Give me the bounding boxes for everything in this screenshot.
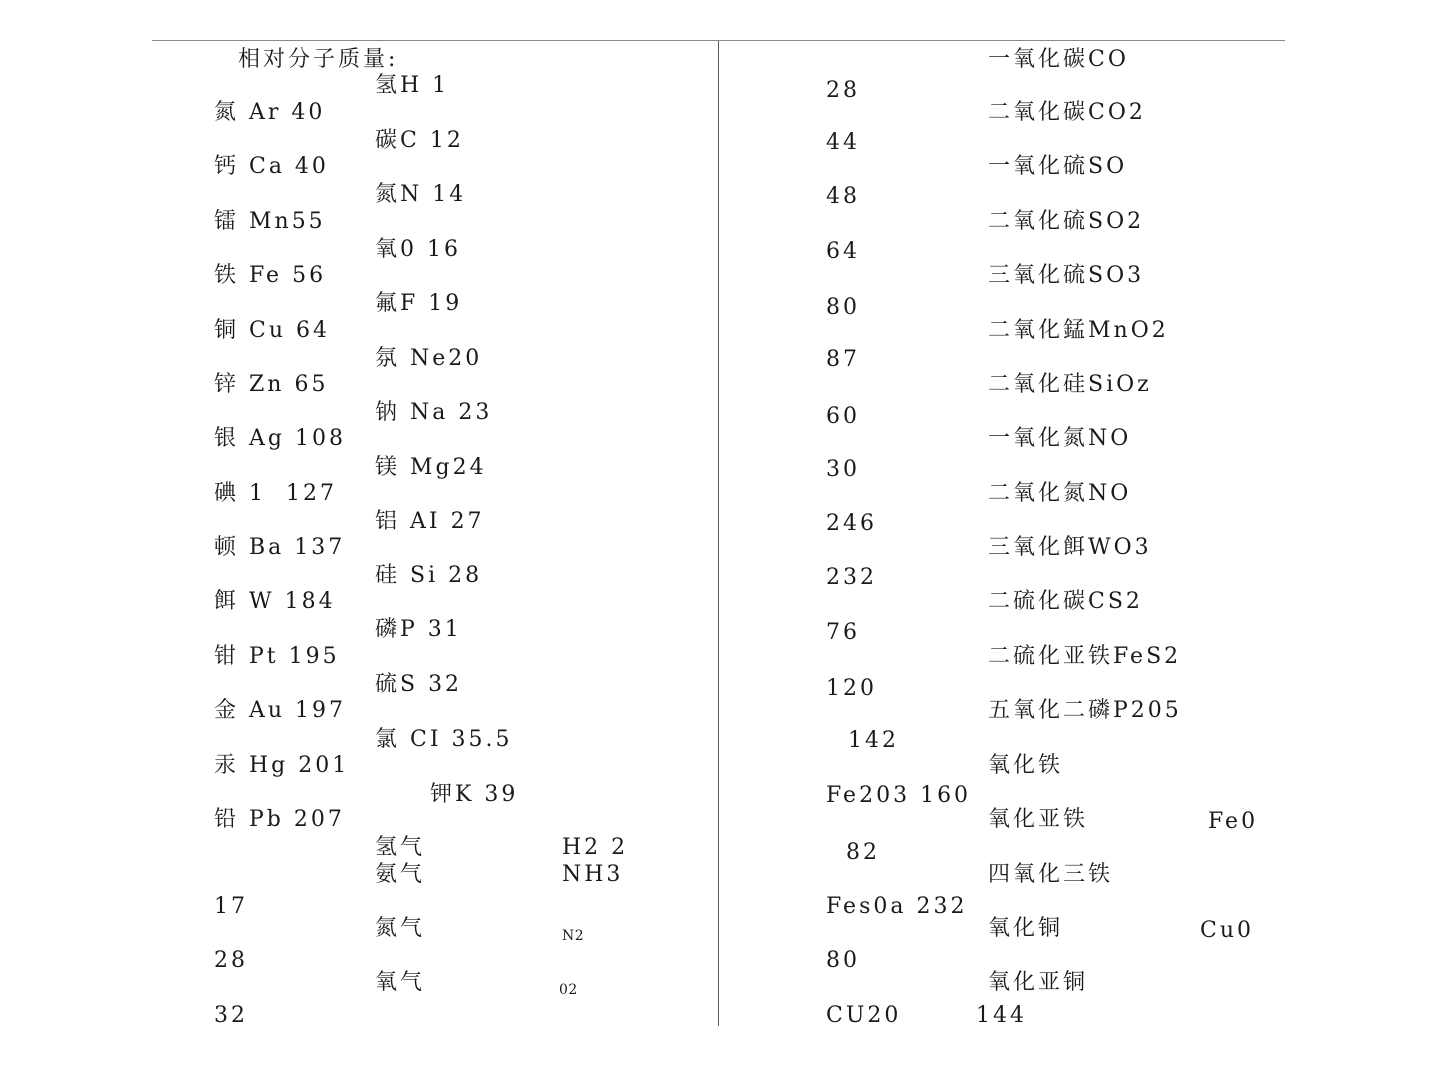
left-row: 银 Ag 108 [214, 426, 346, 451]
gas-value: 28 [214, 948, 248, 973]
compound-name: 四氧化三铁 [988, 862, 1114, 887]
compound-name: 二氧化氮NO [988, 481, 1132, 506]
gas-formula: N2 [562, 928, 585, 944]
gas-formula: H2 2 [562, 835, 629, 860]
compound-value: 64 [826, 239, 860, 264]
left-row: 钳 Pt 195 [214, 644, 340, 669]
left-row: 硅 Si 28 [375, 563, 483, 588]
left-row: 铝 AI 27 [375, 509, 485, 534]
compound-value: 60 [826, 404, 860, 429]
left-row: 碘 1 127 [214, 481, 337, 506]
compound-name: 二氧化硫SO2 [988, 209, 1145, 234]
gas-value: 17 [214, 894, 248, 919]
compound-value: 144 [976, 1003, 1027, 1028]
gas-formula: NH3 [562, 862, 624, 887]
compound-value: 142 [848, 728, 899, 753]
left-row: 钙 Ca 40 [214, 154, 329, 179]
left-row: 硫S 32 [375, 672, 463, 697]
left-row: 钠 Na 23 [375, 400, 493, 425]
left-row: 镁 Mg24 [375, 455, 487, 480]
gas-name: 氧气 [375, 970, 426, 995]
compound-name: 氧化亚铁 [988, 807, 1089, 832]
left-row: 碳C 12 [375, 128, 464, 153]
gas-name: 氢气 [375, 835, 426, 860]
compound-value: 80 [826, 948, 860, 973]
compound-name: 一氧化氮NO [988, 426, 1132, 451]
compound-value: 232 [826, 565, 877, 590]
compound-name: 二氧化錳MnO2 [988, 318, 1169, 343]
gas-value: 32 [214, 1003, 248, 1028]
page-title: 相对分子质量: [238, 47, 399, 72]
compound-name: 氧化亚铜 [988, 970, 1089, 995]
compound-name: 氧化铜 [988, 916, 1064, 941]
left-row: 铁 Fe 56 [214, 263, 327, 288]
left-row: 汞 Hg 201 [214, 753, 350, 778]
left-row: 铅 Pb 207 [214, 807, 345, 832]
column-divider [718, 41, 719, 1026]
compound-formula: Fe0 [1208, 809, 1259, 834]
compound-value: 80 [826, 295, 860, 320]
left-row: 氮N 14 [375, 182, 467, 207]
compound-formula: Cu0 [1200, 918, 1254, 943]
compound-name: 一氧化硫SO [988, 154, 1128, 179]
compound-name: 二氧化碳CO2 [988, 100, 1146, 125]
compound-value: 28 [826, 78, 860, 103]
left-row: 锌 Zn 65 [214, 372, 329, 397]
compound-name: 一氧化碳CO [988, 47, 1129, 72]
left-row: 氮 Ar 40 [214, 100, 326, 125]
left-row: 氯 CI 35.5 [375, 727, 513, 752]
left-row: 氟F 19 [375, 291, 463, 316]
left-row: 顿 Ba 137 [214, 535, 346, 560]
compound-value: 48 [826, 184, 860, 209]
compound-value: 82 [846, 840, 880, 865]
compound-name: 氧化铁 [988, 753, 1064, 778]
compound-name: 二硫化亚铁FeS2 [988, 644, 1182, 669]
left-row: 铜 Cu 64 [214, 318, 330, 343]
left-row: 金 Au 197 [214, 698, 347, 723]
gas-name: 氮气 [375, 916, 426, 941]
compound-value: 120 [826, 676, 877, 701]
gas-name: 氨气 [375, 862, 426, 887]
left-row: 镭 Mn55 [214, 209, 326, 234]
compound-formula: CU20 [826, 1003, 902, 1028]
left-row: 餌 W 184 [214, 589, 336, 614]
left-row: 氢H 1 [375, 73, 450, 98]
left-row: 磷P 31 [375, 617, 462, 642]
left-row: 钾K 39 [430, 782, 519, 807]
compound-value: Fes0a 232 [826, 894, 968, 919]
compound-name: 二氧化硅SiOz [988, 372, 1152, 397]
left-row: 氧0 16 [375, 237, 461, 262]
compound-name: 三氧化硫SO3 [988, 263, 1145, 288]
compound-name: 二硫化碳CS2 [988, 589, 1143, 614]
compound-value: 44 [826, 130, 860, 155]
compound-name: 三氧化餌WO3 [988, 535, 1152, 560]
compound-value: 87 [826, 347, 860, 372]
gas-formula: 02 [559, 982, 578, 998]
compound-value: 246 [826, 511, 877, 536]
compound-value: 30 [826, 457, 860, 482]
compound-value: 76 [826, 620, 860, 645]
compound-value: Fe203 160 [826, 783, 972, 808]
compound-name: 五氧化二磷P205 [988, 698, 1182, 723]
left-row: 氛 Ne20 [375, 346, 483, 371]
